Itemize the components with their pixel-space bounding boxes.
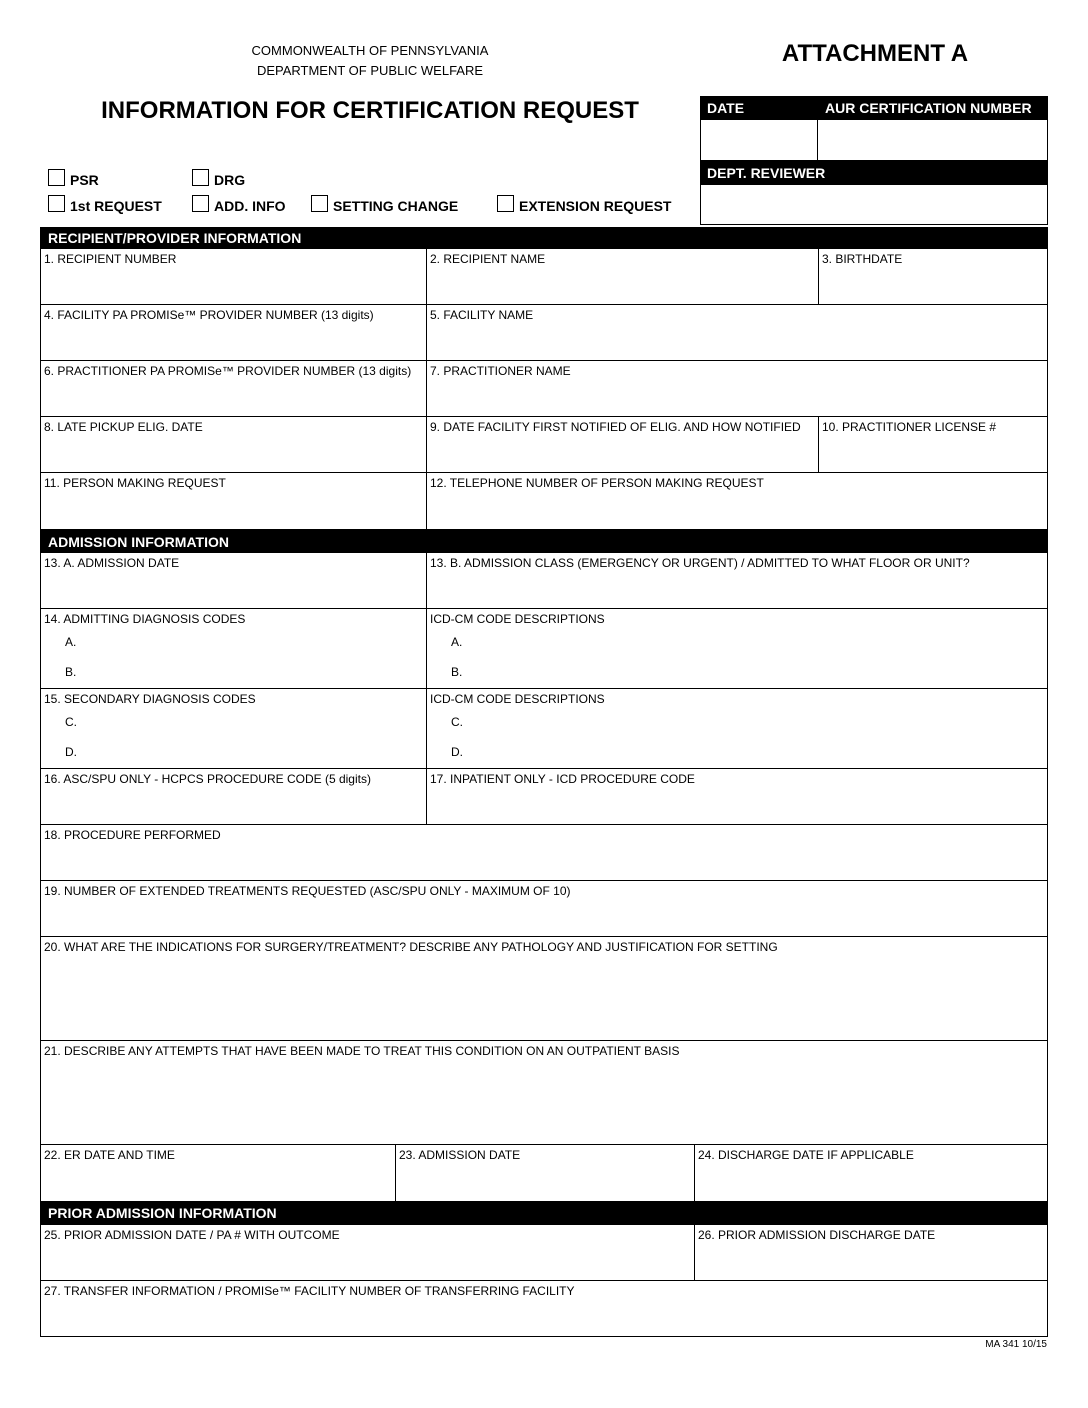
extension-request-checkbox[interactable] xyxy=(497,195,514,212)
field-discharge-date[interactable] xyxy=(695,1145,1047,1201)
first-request-checkbox[interactable] xyxy=(48,195,65,212)
field-label: 26. PRIOR ADMISSION DISCHARGE DATE xyxy=(698,1228,936,1242)
sub-label-c: C. xyxy=(65,715,77,729)
attachment-label: ATTACHMENT A xyxy=(781,40,969,67)
field-label: 6. PRACTITIONER PA PROMISe™ PROVIDER NUMBER (13 digits) xyxy=(44,364,412,378)
field-label: 8. LATE PICKUP ELIG. DATE xyxy=(44,420,203,434)
sub-label-c: C. xyxy=(451,715,463,729)
section-prior-admission: PRIOR ADMISSION INFORMATION xyxy=(41,1201,1047,1225)
psr-checkbox[interactable] xyxy=(48,169,65,186)
field-label: ICD-CM CODE DESCRIPTIONS xyxy=(430,692,605,706)
field-indications-for-surgery[interactable] xyxy=(41,937,1047,1041)
drg-checkbox[interactable] xyxy=(192,169,209,186)
page-title: INFORMATION FOR CERTIFICATION REQUEST xyxy=(101,97,639,124)
field-label: 20. WHAT ARE THE INDICATIONS FOR SURGERY/TREATMENT? DESCRIBE ANY PATHOLOGY AND JUSTIFICATION FOR SETTING xyxy=(44,940,778,954)
field-label: 13. B. ADMISSION CLASS (EMERGENCY OR URGENT) / ADMITTED TO WHAT FLOOR OR UNIT? xyxy=(430,556,970,570)
section-recipient-provider: RECIPIENT/PROVIDER INFORMATION xyxy=(41,228,1047,249)
extension-request-label: EXTENSION REQUEST xyxy=(519,198,672,214)
aur-label: AUR CERTIFICATION NUMBER xyxy=(825,100,1032,116)
field-recipient-number[interactable] xyxy=(41,249,427,305)
field-transfer-information[interactable] xyxy=(41,1281,1047,1336)
field-label: 13. A. ADMISSION DATE xyxy=(44,556,180,570)
field-admitting-code-descriptions[interactable] xyxy=(427,609,1047,689)
admin-header-bar xyxy=(700,96,1048,120)
field-practitioner-license[interactable] xyxy=(819,417,1047,473)
field-prior-discharge-date[interactable] xyxy=(695,1225,1047,1281)
field-secondary-code-descriptions[interactable] xyxy=(427,689,1047,769)
field-late-pickup-elig-date[interactable] xyxy=(41,417,427,473)
first-request-label: 1st REQUEST xyxy=(70,198,162,214)
field-label: 2. RECIPIENT NAME xyxy=(430,252,546,266)
form-number: MA 341 10/15 xyxy=(985,1339,1047,1350)
section-admission: ADMISSION INFORMATION xyxy=(41,529,1047,553)
field-facility-name[interactable] xyxy=(427,305,1047,361)
field-telephone-number[interactable] xyxy=(427,473,1047,529)
add-info-label: ADD. INFO xyxy=(214,198,286,214)
field-label: 1. RECIPIENT NUMBER xyxy=(44,252,177,266)
field-label: 4. FACILITY PA PROMISe™ PROVIDER NUMBER (13 digits) xyxy=(44,308,374,322)
drg-label: DRG xyxy=(214,172,246,188)
field-facility-provider-number[interactable] xyxy=(41,305,427,361)
field-label: 24. DISCHARGE DATE IF APPLICABLE xyxy=(698,1148,914,1162)
field-person-making-request[interactable] xyxy=(41,473,427,529)
field-label: 16. ASC/SPU ONLY - HCPCS PROCEDURE CODE (5 digits) xyxy=(44,772,371,786)
add-info-checkbox[interactable] xyxy=(192,195,209,212)
agency-line-1: COMMONWEALTH OF PENNSYLVANIA xyxy=(251,43,489,58)
setting-change-checkbox[interactable] xyxy=(311,195,328,212)
field-label: 25. PRIOR ADMISSION DATE / PA # WITH OUTCOME xyxy=(44,1228,340,1242)
psr-label: PSR xyxy=(70,172,99,188)
field-er-date-time[interactable] xyxy=(41,1145,396,1201)
field-label: 12. TELEPHONE NUMBER OF PERSON MAKING REQUEST xyxy=(430,476,764,490)
field-prior-admission-date[interactable] xyxy=(41,1225,695,1281)
field-label: 10. PRACTITIONER LICENSE # xyxy=(822,420,997,434)
field-practitioner-name[interactable] xyxy=(427,361,1047,417)
reviewer-field[interactable] xyxy=(700,185,1048,225)
field-practitioner-provider-number[interactable] xyxy=(41,361,427,417)
field-label: 18. PROCEDURE PERFORMED xyxy=(44,828,221,842)
field-label: 15. SECONDARY DIAGNOSIS CODES xyxy=(44,692,256,706)
field-label: 19. NUMBER OF EXTENDED TREATMENTS REQUESTED (ASC/SPU ONLY - MAXIMUM OF 10) xyxy=(44,884,571,898)
field-secondary-diagnosis-codes[interactable] xyxy=(41,689,427,769)
field-admitting-diagnosis-codes[interactable] xyxy=(41,609,427,689)
field-admission-date-23[interactable] xyxy=(396,1145,695,1201)
date-label: DATE xyxy=(707,100,745,116)
reviewer-label: DEPT. REVIEWER xyxy=(707,165,826,181)
field-icd-procedure-code[interactable] xyxy=(427,769,1047,825)
sub-label-d: D. xyxy=(451,745,463,759)
field-label: ICD-CM CODE DESCRIPTIONS xyxy=(430,612,605,626)
field-label: 21. DESCRIBE ANY ATTEMPTS THAT HAVE BEEN MADE TO TREAT THIS CONDITION ON AN OUTPATIENT BASIS xyxy=(44,1044,680,1058)
field-label: 11. PERSON MAKING REQUEST xyxy=(44,476,226,490)
agency-line-2: DEPARTMENT OF PUBLIC WELFARE xyxy=(256,63,484,78)
field-label: 3. BIRTHDATE xyxy=(822,252,903,266)
field-recipient-name[interactable] xyxy=(427,249,819,305)
field-label: 23. ADMISSION DATE xyxy=(399,1148,521,1162)
field-admission-class-13b[interactable] xyxy=(427,553,1047,609)
field-label: 7. PRACTITIONER NAME xyxy=(430,364,571,378)
setting-change-label: SETTING CHANGE xyxy=(333,198,459,214)
sub-label-a: A. xyxy=(451,635,463,649)
field-admission-date-13a[interactable] xyxy=(41,553,427,609)
sub-label-a: A. xyxy=(65,635,77,649)
field-procedure-performed[interactable] xyxy=(41,825,1047,881)
aur-number-field[interactable] xyxy=(817,120,1048,161)
field-date-facility-notified[interactable] xyxy=(427,417,819,473)
field-extended-treatments[interactable] xyxy=(41,881,1047,937)
date-field[interactable] xyxy=(700,120,818,161)
field-label: 27. TRANSFER INFORMATION / PROMISe™ FACILITY NUMBER OF TRANSFERRING FACILITY xyxy=(44,1284,575,1298)
sub-label-b: B. xyxy=(451,665,463,679)
field-label: 14. ADMITTING DIAGNOSIS CODES xyxy=(44,612,246,626)
field-hcpcs-procedure-code[interactable] xyxy=(41,769,427,825)
field-label: 22. ER DATE AND TIME xyxy=(44,1148,175,1162)
main-form xyxy=(40,227,1048,1337)
field-outpatient-attempts[interactable] xyxy=(41,1041,1047,1145)
field-label: 5. FACILITY NAME xyxy=(430,308,534,322)
reviewer-header-bar xyxy=(700,161,1048,185)
field-label: 17. INPATIENT ONLY - ICD PROCEDURE CODE xyxy=(430,772,695,786)
field-label: 9. DATE FACILITY FIRST NOTIFIED OF ELIG. AND HOW NOTIFIED xyxy=(430,420,801,434)
field-birthdate[interactable] xyxy=(819,249,1047,305)
sub-label-d: D. xyxy=(65,745,77,759)
sub-label-b: B. xyxy=(65,665,77,679)
